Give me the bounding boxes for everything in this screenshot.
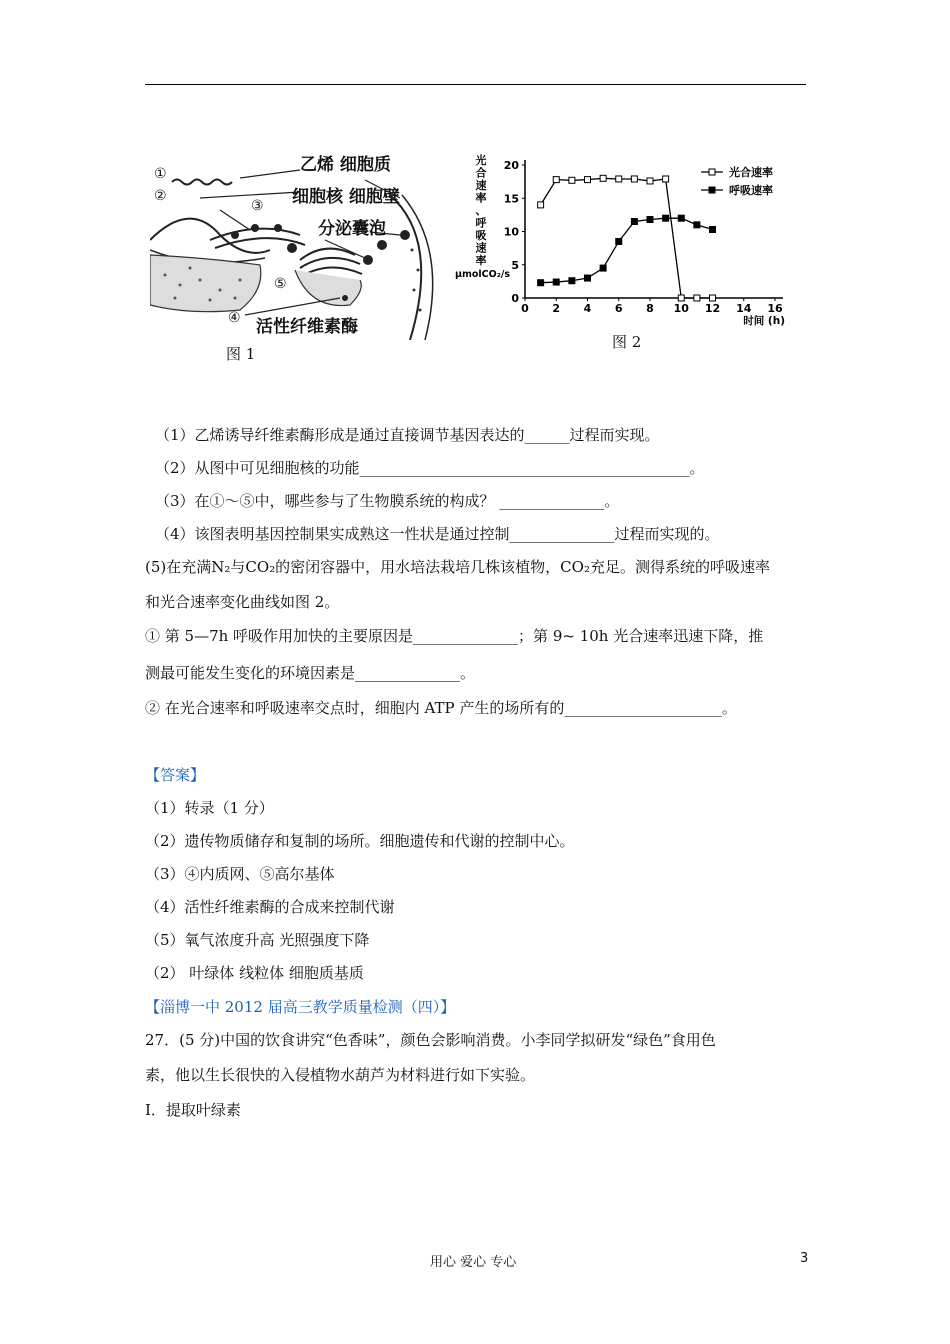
x-axis-label: 时间 (h) xyxy=(743,315,785,327)
label-nucleus-wall: 细胞核 细胞壁 xyxy=(292,187,400,207)
question-4: （4）该图表明基因控制果实成熟这一性状是通过控制______________过程而实现的。 xyxy=(155,525,720,543)
answer-5: （5）氧气浓度升高 光照强度下降 xyxy=(145,931,370,949)
series-2-point xyxy=(600,265,606,271)
x-tick-label: 6 xyxy=(614,302,623,315)
answer-5-2: （2） 叶绿体 线粒体 细胞质基质 xyxy=(145,964,364,982)
y-axis-label-char: 呼 xyxy=(475,216,487,230)
series-1-point xyxy=(553,177,559,183)
series-1-point xyxy=(569,177,575,183)
series-2-point xyxy=(663,215,669,221)
x-tick-label: 14 xyxy=(736,302,752,315)
cell-illustration xyxy=(150,140,440,340)
y-axis-label-char: 速 xyxy=(475,179,487,192)
question-5-cont: 和光合速率变化曲线如图 2。 xyxy=(145,593,340,611)
y-axis-label-char: 率 xyxy=(475,191,487,205)
source-heading: 【淄博一中 2012 届高三教学质量检测（四）】 xyxy=(145,998,456,1016)
x-tick-label: 12 xyxy=(704,302,721,315)
figure-2-chart xyxy=(455,150,790,330)
x-tick-label: 8 xyxy=(646,302,654,315)
rate-chart xyxy=(455,150,790,330)
y-tick-label: 5 xyxy=(511,258,519,272)
question-5: (5)在充满N₂与CO₂的密闭容器中，用水培法栽培几株该植物，CO₂充足。测得系统的呼吸速率 xyxy=(145,558,770,576)
x-tick-label: 2 xyxy=(552,302,561,315)
x-tick-label: 16 xyxy=(767,302,783,315)
series-1-point xyxy=(647,178,653,184)
y-axis-label-char: 吸 xyxy=(475,229,487,242)
series-1-point xyxy=(585,177,591,183)
answer-4: （4）活性纤维素酶的合成来控制代谢 xyxy=(145,898,395,916)
answer-3: （3）④内质网、⑤高尔基体 xyxy=(145,865,335,883)
y-axis-label-char: 合 xyxy=(475,166,487,180)
question-27-cont: 素，他以生长很快的入侵植物水葫芦为材料进行如下实验。 xyxy=(145,1066,536,1084)
question-5-part1-cont: 测最可能发生变化的环境因素是______________。 xyxy=(145,664,476,682)
question-3: （3）在①～⑤中，哪些参与了生物膜系统的构成？ ______________。 xyxy=(155,492,620,510)
question-1: （1）乙烯诱导纤维素酶形成是通过直接调节基因表达的______过程而实现。 xyxy=(155,426,660,444)
series-1-point xyxy=(631,176,637,182)
series-2-point xyxy=(631,219,637,225)
series-2-point xyxy=(538,280,544,286)
section-1-heading: I．提取叶绿素 xyxy=(145,1101,241,1119)
series-1-point xyxy=(663,176,669,182)
answer-1: （1）转录（1 分） xyxy=(145,799,274,817)
series-1-point xyxy=(616,176,622,182)
legend-marker-2 xyxy=(709,187,715,193)
marker-1: ① xyxy=(154,166,167,182)
question-5-part1: ① 第 5—7h 呼吸作用加快的主要原因是______________；第 9~ 10h 光合速率迅速下降，推 xyxy=(145,627,764,645)
footer: 用心 爱心 专心 xyxy=(430,1255,517,1270)
label-secretory-vesicle: 分泌囊泡 xyxy=(318,219,386,239)
series-2-point xyxy=(569,278,575,284)
series-line-1 xyxy=(541,178,713,298)
series-1-point xyxy=(694,295,700,301)
question-27: 27．(5 分)中国的饮食讲究“色香味”，颜色会影响消费。小李同学拟研发“绿色”食用色 xyxy=(145,1031,716,1049)
series-2-point xyxy=(585,275,591,281)
series-2-point xyxy=(553,279,559,285)
y-axis-label-char: 率 xyxy=(475,254,487,267)
figure-1-cell-diagram xyxy=(150,140,440,340)
figure-1-caption: 图 1 xyxy=(226,345,256,363)
series-2-point xyxy=(616,238,622,244)
x-tick-label: 10 xyxy=(673,302,689,315)
legend-label-2: 呼吸速率 xyxy=(729,184,773,197)
y-tick-label: 15 xyxy=(503,192,519,206)
y-tick-label: 10 xyxy=(503,225,519,239)
figure-2-caption: 图 2 xyxy=(612,333,642,351)
legend-marker-1 xyxy=(709,169,715,175)
y-axis-unit: μmolCO₂/s xyxy=(455,269,511,280)
marker-3: ③ xyxy=(251,198,264,214)
series-2-point xyxy=(647,217,653,223)
marker-2: ② xyxy=(154,188,167,204)
y-axis-label-char: 速 xyxy=(475,241,487,255)
question-5-part2: ② 在光合速率和呼吸速率交点时，细胞内 ATP 产生的场所有的_____________________。 xyxy=(145,699,737,717)
label-active-cellulase: 活性纤维素酶 xyxy=(256,317,358,337)
y-tick-label: 20 xyxy=(503,159,519,172)
label-ethylene-cytoplasm: 乙烯 细胞质 xyxy=(300,155,391,175)
series-2-point xyxy=(678,215,684,221)
legend-label-1: 光合速率 xyxy=(729,166,773,179)
x-tick-label: 4 xyxy=(583,302,592,315)
x-tick-label: 0 xyxy=(521,302,529,315)
series-1-point xyxy=(710,295,716,301)
series-2-point xyxy=(694,222,700,228)
series-2-point xyxy=(710,227,716,233)
y-tick-label: 0 xyxy=(511,292,519,305)
series-1-point xyxy=(600,175,606,181)
question-2: （2）从图中可见细胞核的功能____________________________________________。 xyxy=(155,459,705,477)
series-1-point xyxy=(678,295,684,301)
header-rule xyxy=(145,84,806,85)
answer-2: （2）遗传物质储存和复制的场所。细胞遗传和代谢的控制中心。 xyxy=(145,832,575,850)
page-number: 3 xyxy=(800,1251,809,1266)
marker-5: ⑤ xyxy=(274,276,287,292)
y-axis-label-char: 光 xyxy=(475,154,487,167)
answer-heading: 【答案】 xyxy=(145,766,206,784)
series-line-2 xyxy=(541,218,713,283)
series-1-point xyxy=(538,202,544,208)
marker-4: ④ xyxy=(228,310,241,326)
y-axis-label-char: 、 xyxy=(475,204,487,217)
